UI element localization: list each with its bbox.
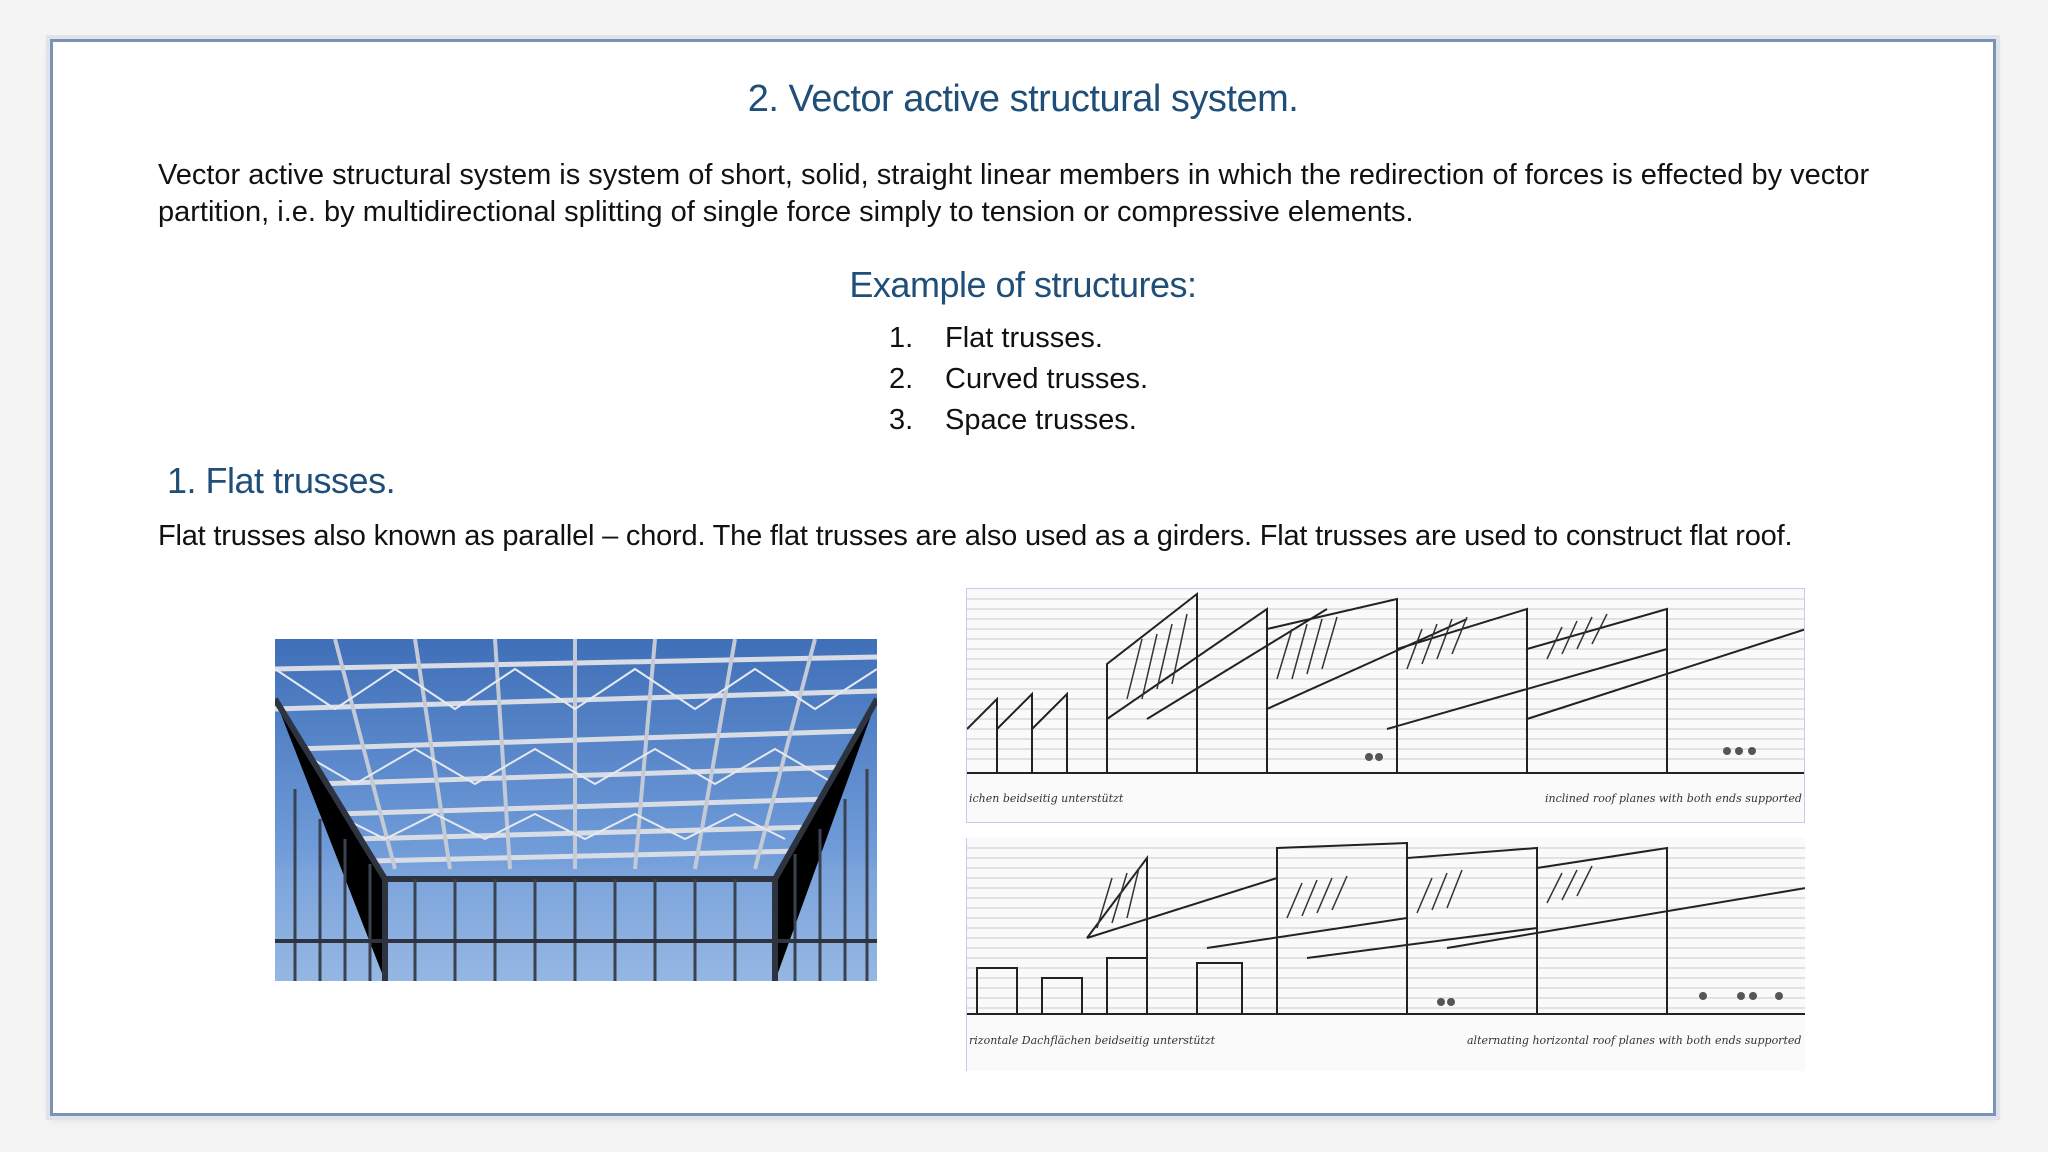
alternating-roof-sketch xyxy=(966,838,1805,1071)
inclined-roof-sketch xyxy=(966,588,1805,823)
list-item-label: Curved trusses. xyxy=(945,363,1149,395)
examples-list xyxy=(889,318,1148,441)
section-paragraph: Flat trusses also known as parallel – chord. The flat trusses are also used as a girders. Flat trusses are used to construct flat roof. xyxy=(158,520,1793,552)
list-item-number: 2. xyxy=(889,363,914,395)
list-item xyxy=(889,400,1148,441)
slide-title: 2. Vector active structural system. xyxy=(747,78,1299,120)
list-item-number: 1. xyxy=(889,322,914,354)
intro-paragraph: Vector active structural system is system of short, solid, straight linear members in which the redirection of forces is effected by vector partition, i.e. by multidirectional splitting of single force simply to tension or compressive elements. xyxy=(158,159,1870,228)
list-item-label: Flat trusses. xyxy=(945,322,1103,354)
examples-heading: Example of structures: xyxy=(849,264,1197,305)
list-item xyxy=(889,318,1148,359)
list-item-label: Space trusses. xyxy=(945,404,1137,436)
sketch-top-caption-left: ichen beidseitig unterstützt xyxy=(969,792,1124,805)
steel-truss-photo xyxy=(275,639,877,981)
section-heading: 1. Flat trusses. xyxy=(167,460,396,501)
list-item xyxy=(889,359,1148,400)
sketch-bottom-caption-right: alternating horizontal roof planes with both ends supported xyxy=(1467,1034,1802,1047)
list-item-number: 3. xyxy=(889,404,914,436)
sketch-top-caption-right: inclined roof planes with both ends supported xyxy=(1545,792,1802,805)
sketch-bottom-caption-left: rizontale Dachflächen beidseitig unterstützt xyxy=(969,1034,1216,1047)
slide xyxy=(50,39,1996,1116)
